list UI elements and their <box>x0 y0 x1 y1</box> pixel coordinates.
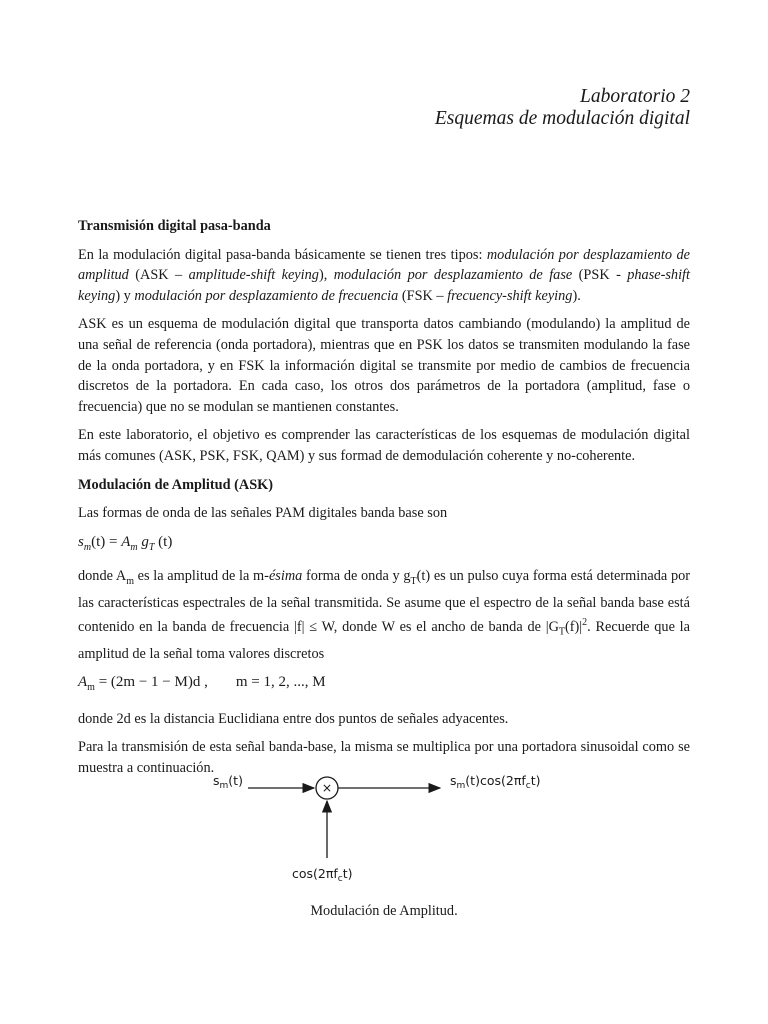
lab-header <box>435 86 690 130</box>
multiplier-icon: × <box>321 780 333 795</box>
output-signal-label: $s_m(t)\cos(2\pi f_ct)$ <box>450 773 541 791</box>
paragraph-modulation-types: En la modulación digital pasa-banda básicamente se tienen tres tipos: modulación por desplazamiento de amplitud (ASK – amplitude-shift keying), modulación por desplazamiento de fase (PSK - phase-shift keying) y modulación por desplazamiento de frecuencia (FSK – frecuency-shift keying). <box>78 246 690 304</box>
lab-title: Laboratorio 2 <box>580 86 690 107</box>
equation-am: $A_m = (2m - 1 - M)d$ , m = 1, 2, ..., M <box>78 674 326 694</box>
paragraph-lab-objective: En este laboratorio, el objetivo es comprender las características de los esquemas de modulación digital más comunes (ASK, PSK, FSK, QAM) y sus formad de demodulación coherente y no-coherente. <box>78 427 690 464</box>
section-heading-ask: Modulación de Amplitud (ASK) <box>78 476 274 493</box>
lab-subtitle: Esquemas de modulación digital <box>434 108 690 129</box>
figure-caption: Modulación de Amplitud. <box>310 903 458 919</box>
paragraph-ask-psk-fsk: ASK es un esquema de modulación digital que transporta datos cambiando (modulando) la amplitud de una señal de referencia (onda portadora), mientras que en PSK los datos se transmiten modulando la fase de la onda portadora, y en FSK la información digital se transmite por medio de cambios de frecuencia discretos de la portadora. En cada caso, los otros dos parámetros de la portadora (amplitud, fase o frecuencia) que no se modulan se mantienen constantes. <box>78 316 690 415</box>
paragraph-pam-waveforms: Las formas de onda de las señales PAM digitales banda base son <box>78 505 448 522</box>
paragraph-carrier-multiplication: Para la transmisión de esta señal banda-base, la misma se multiplica por una portadora sinusoidal como se muestra a continuación. <box>78 739 690 776</box>
equation-sm: $s_m(t) = A_m$ $g_T$ (t) <box>78 533 173 553</box>
carrier-label: $\cos(2\pi f_ct)$ <box>292 866 353 884</box>
paragraph-euclidean-distance: donde 2d es la distancia Euclidiana entre dos puntos de señales adyacentes. <box>78 710 509 727</box>
section-heading-passband: Transmisión digital pasa-banda <box>78 218 271 234</box>
document-body <box>78 216 690 787</box>
paragraph-amplitude-definition: donde $A_m$ es la amplitud de la m-ésima forma de onda y $g_T(t)$ es un pulso cuya forma está determinada por las características espectrales de la señal transmitida. Se asume que el espectro de la señal banda base está contenido en la banda de frecuencia |f| ≤ W, donde W es el ancho de banda de $|G_T(f)|^2$. Recuerde que la amplitud de la señal toma valores discretos <box>78 568 691 662</box>
input-signal-label: $s_m(t)$ <box>213 773 243 791</box>
ask-block-diagram <box>0 760 768 890</box>
